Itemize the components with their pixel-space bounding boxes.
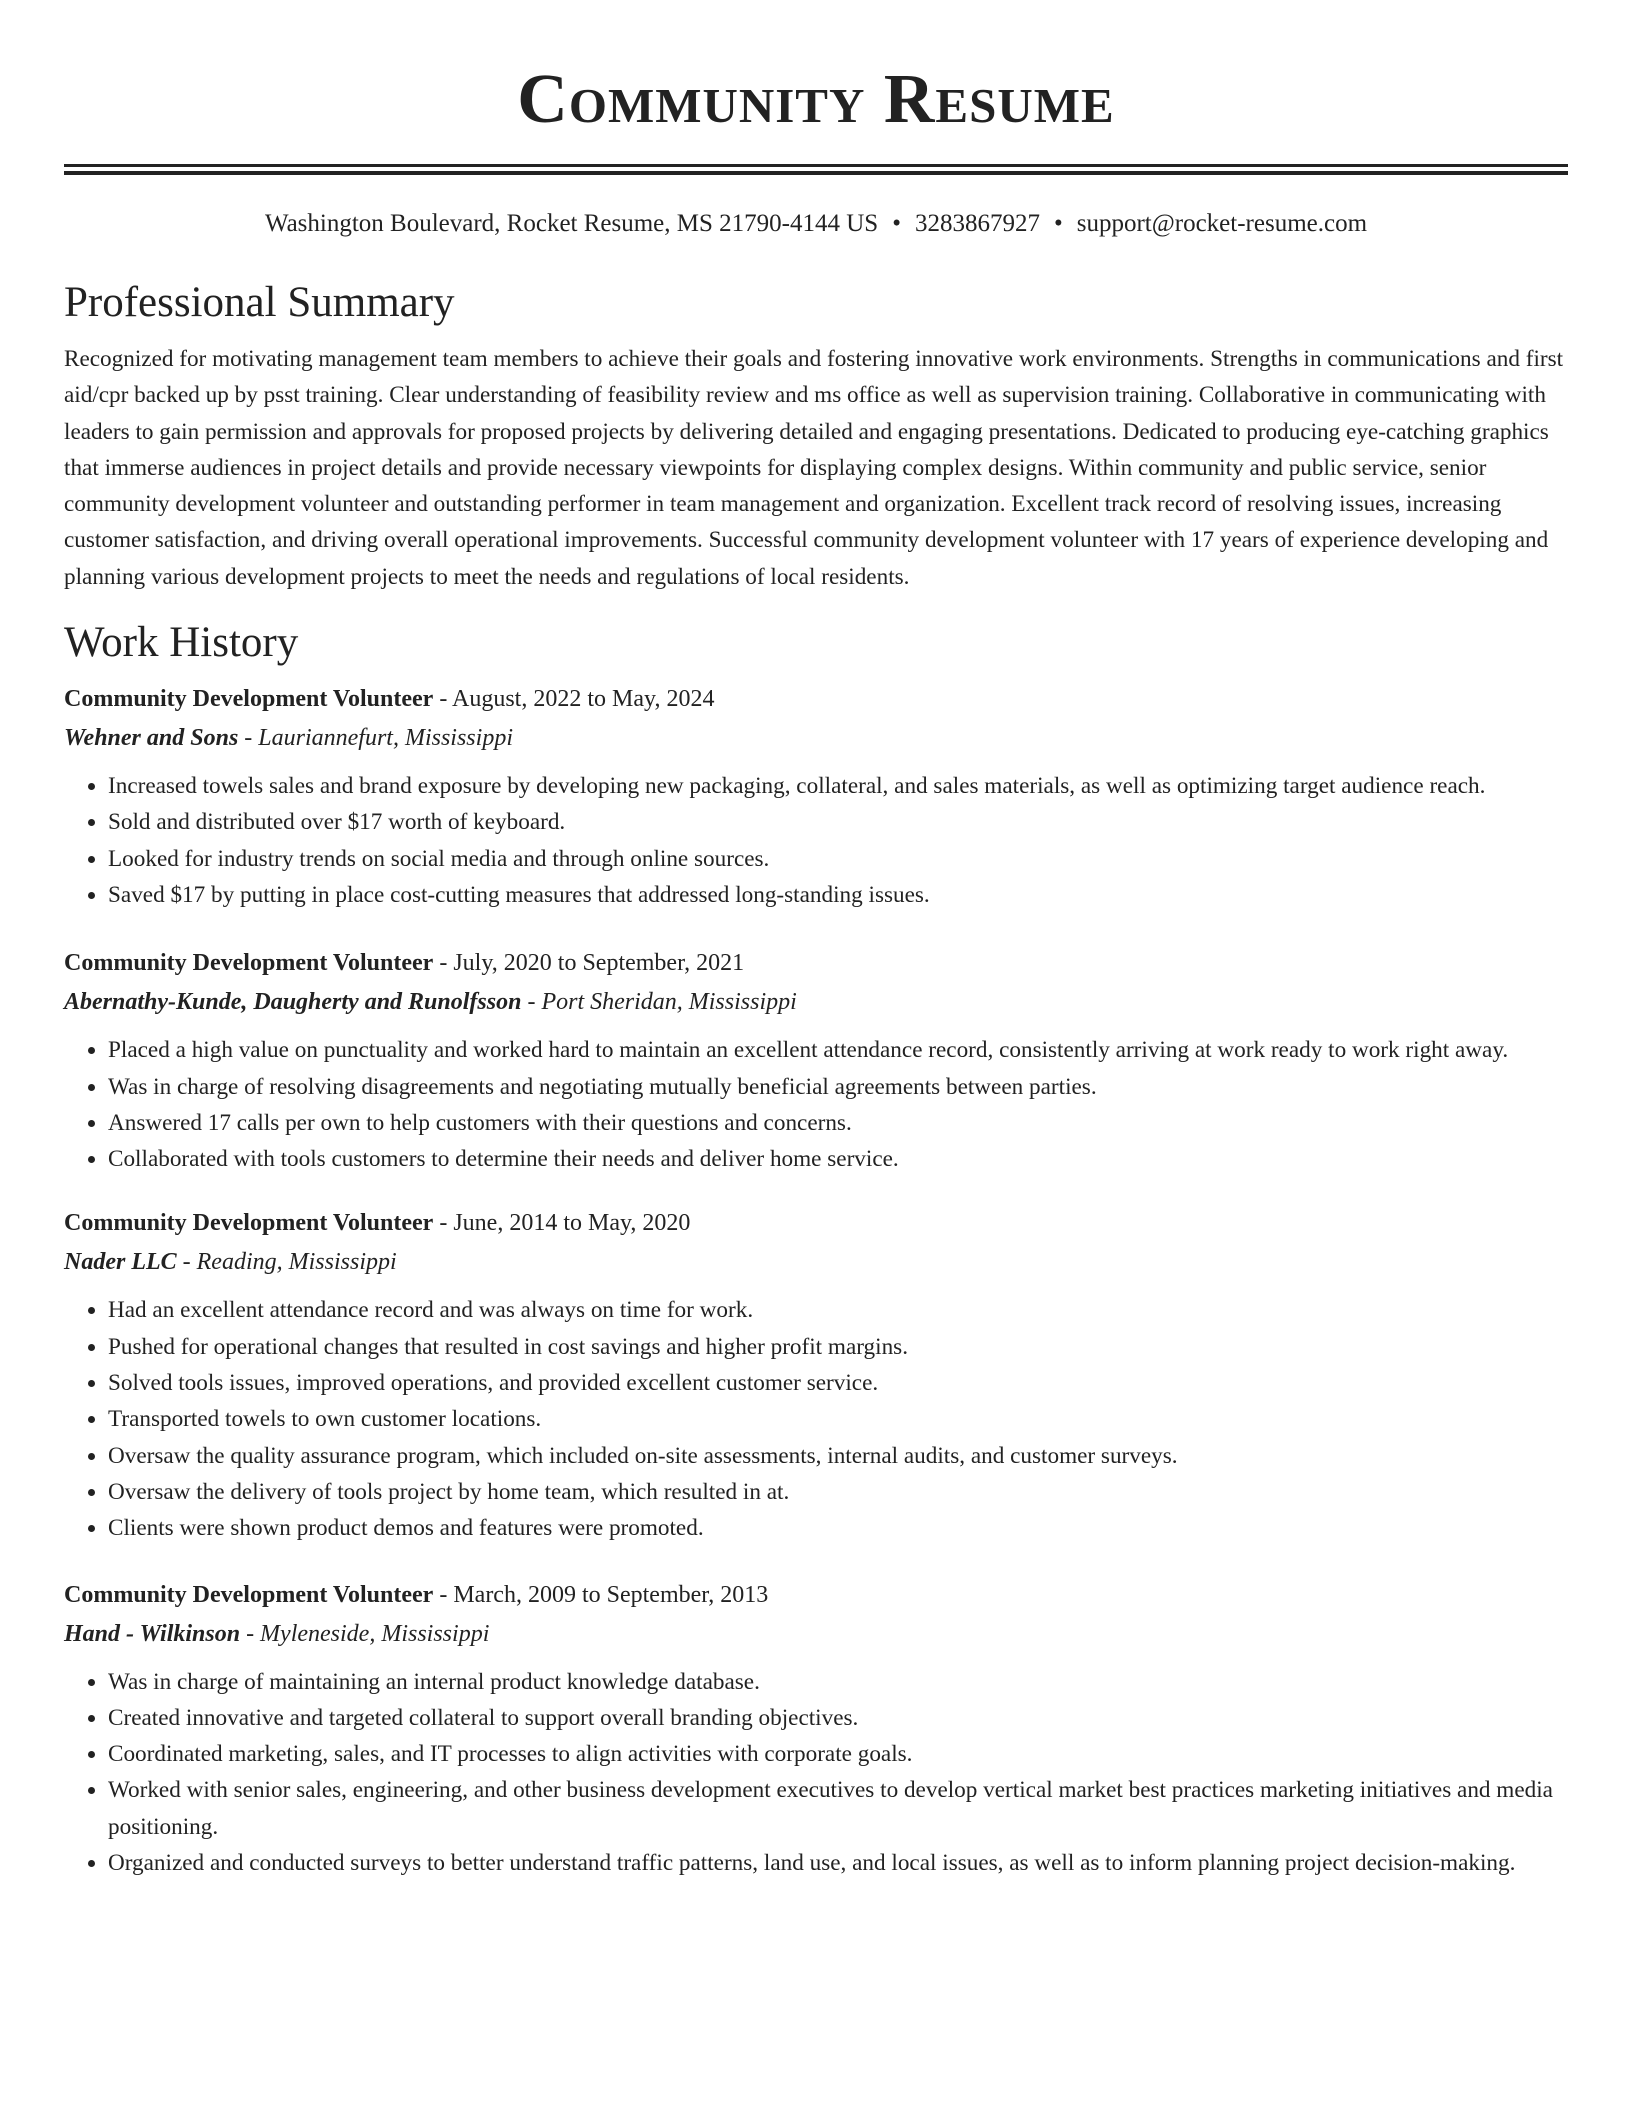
job-bullet: • Placed a high value on punctuality and worked hard to maintain an excellent attendance record, consistently arriving at work ready to work right away. xyxy=(108,1032,1568,1068)
job-location: - Lauriannefurt, Mississippi xyxy=(238,725,513,752)
job-bullet: • Coordinated marketing, sales, and IT processes to align activities with corporate goals. xyxy=(108,1736,1568,1772)
job-location: - Port Sheridan, Mississippi xyxy=(521,989,797,1016)
job-bullet: • Was in charge of resolving disagreements and negotiating mutually beneficial agreements between parties. xyxy=(108,1069,1568,1105)
job-entry xyxy=(64,1579,1568,1882)
job-bullets xyxy=(64,1032,1568,1177)
job-bullet: • Increased towels sales and brand exposure by developing new packaging, collateral, and sales materials, as well as optimizing target audience reach. xyxy=(108,768,1568,804)
job-employer xyxy=(64,986,1568,1018)
job-company: Hand - Wilkinson xyxy=(64,1620,241,1647)
summary-text: Recognized for motivating management team members to achieve their goals and fostering innovative work environments. Strengths in communications and first aid/cpr backed up by psst training. Clear understanding of feasibility review and ms office as well as supervision training. Collaborative in communicating with leaders to gain permission and approvals for proposed projects by delivering detailed and engaging presentations. Dedicated to producing eye-catching graphics that immerse audiences in project details and provide necessary viewpoints for displaying complex designs. Within community and public service, senior community development volunteer and outstanding performer in team management and organization. Excellent track record of resolving issues, increasing customer satisfaction, and driving overall operational improvements. Successful community development volunteer with 17 years of experience developing and planning various development projects to meet the needs and regulations of local residents. xyxy=(64,346,1564,590)
job-bullet: • Was in charge of maintaining an internal product knowledge database. xyxy=(108,1664,1568,1700)
job-bullet: • Had an excellent attendance record and was always on time for work. xyxy=(108,1292,1568,1328)
contact-separator: • xyxy=(892,210,901,237)
job-header xyxy=(64,1207,1568,1239)
job-role: Community Development Volunteer xyxy=(64,950,434,977)
job-company: Nader LLC xyxy=(64,1249,177,1276)
job-dates: - June, 2014 to May, 2020 xyxy=(433,1210,691,1237)
contact-address: Washington Boulevard, Rocket Resume, MS 21790-4144 US xyxy=(264,210,879,237)
job-entry xyxy=(64,683,1568,913)
job-role: Community Development Volunteer xyxy=(64,1581,434,1608)
job-bullet: • Worked with senior sales, engineering, and other business development executives to develop vertical market best practices marketing initiatives and media positioning. xyxy=(108,1772,1568,1845)
job-entry xyxy=(64,1207,1568,1546)
job-employer xyxy=(64,1246,1568,1278)
job-bullet: • Oversaw the quality assurance program, which included on-site assessments, internal audits, and customer surveys. xyxy=(108,1438,1568,1474)
job-bullet: • Pushed for operational changes that resulted in cost savings and higher profit margins. xyxy=(108,1329,1568,1365)
contact-email: support@rocket-resume.com xyxy=(1076,210,1368,237)
job-location: - Myleneside, Mississippi xyxy=(240,1620,490,1647)
summary-heading: Professional Summary xyxy=(64,279,455,326)
job-bullet: • Transported towels to own customer locations. xyxy=(108,1401,1568,1437)
job-employer xyxy=(64,1618,1568,1650)
job-company: Wehner and Sons xyxy=(64,725,239,752)
job-dates: - August, 2022 to May, 2024 xyxy=(433,686,715,713)
job-dates: - July, 2020 to September, 2021 xyxy=(433,950,745,977)
job-employer xyxy=(64,722,1568,754)
job-header xyxy=(64,947,1568,979)
job-bullet: • Sold and distributed over $17 worth of keyboard. xyxy=(108,804,1568,840)
job-entry xyxy=(64,947,1568,1177)
job-bullet: • Clients were shown product demos and features were promoted. xyxy=(108,1510,1568,1546)
job-bullet: • Answered 17 calls per own to help customers with their questions and concerns. xyxy=(108,1105,1568,1141)
job-role: Community Development Volunteer xyxy=(64,686,434,713)
header-divider xyxy=(64,164,1568,175)
job-bullet: • Created innovative and targeted collateral to support overall branding objectives. xyxy=(108,1700,1568,1736)
job-header xyxy=(64,683,1568,715)
job-bullet: • Solved tools issues, improved operations, and provided excellent customer service. xyxy=(108,1365,1568,1401)
resume-name: Community Resume xyxy=(517,61,1115,138)
job-location: - Reading, Mississippi xyxy=(176,1249,397,1276)
job-dates: - March, 2009 to September, 2013 xyxy=(433,1581,769,1608)
job-bullets xyxy=(64,768,1568,913)
job-header xyxy=(64,1579,1568,1611)
job-role: Community Development Volunteer xyxy=(64,1210,434,1237)
job-bullet: • Oversaw the delivery of tools project by home team, which resulted in at. xyxy=(108,1474,1568,1510)
job-bullet: • Saved $17 by putting in place cost-cutting measures that addressed long-standing issues. xyxy=(108,877,1568,913)
job-company: Abernathy-Kunde, Daugherty and Runolfsson xyxy=(64,989,522,1016)
job-bullet: • Looked for industry trends on social media and through online sources. xyxy=(108,841,1568,877)
contact-line xyxy=(64,209,1568,239)
contact-phone: 3283867927 xyxy=(914,210,1040,237)
work-history-heading: Work History xyxy=(64,619,299,667)
job-bullets xyxy=(64,1292,1568,1546)
contact-separator: • xyxy=(1053,210,1063,237)
job-bullet: • Collaborated with tools customers to determine their needs and deliver home service. xyxy=(108,1141,1568,1177)
job-bullets xyxy=(64,1664,1568,1882)
job-bullet: • Organized and conducted surveys to better understand traffic patterns, land use, and local issues, as well as to inform planning project decision-making. xyxy=(108,1845,1568,1881)
